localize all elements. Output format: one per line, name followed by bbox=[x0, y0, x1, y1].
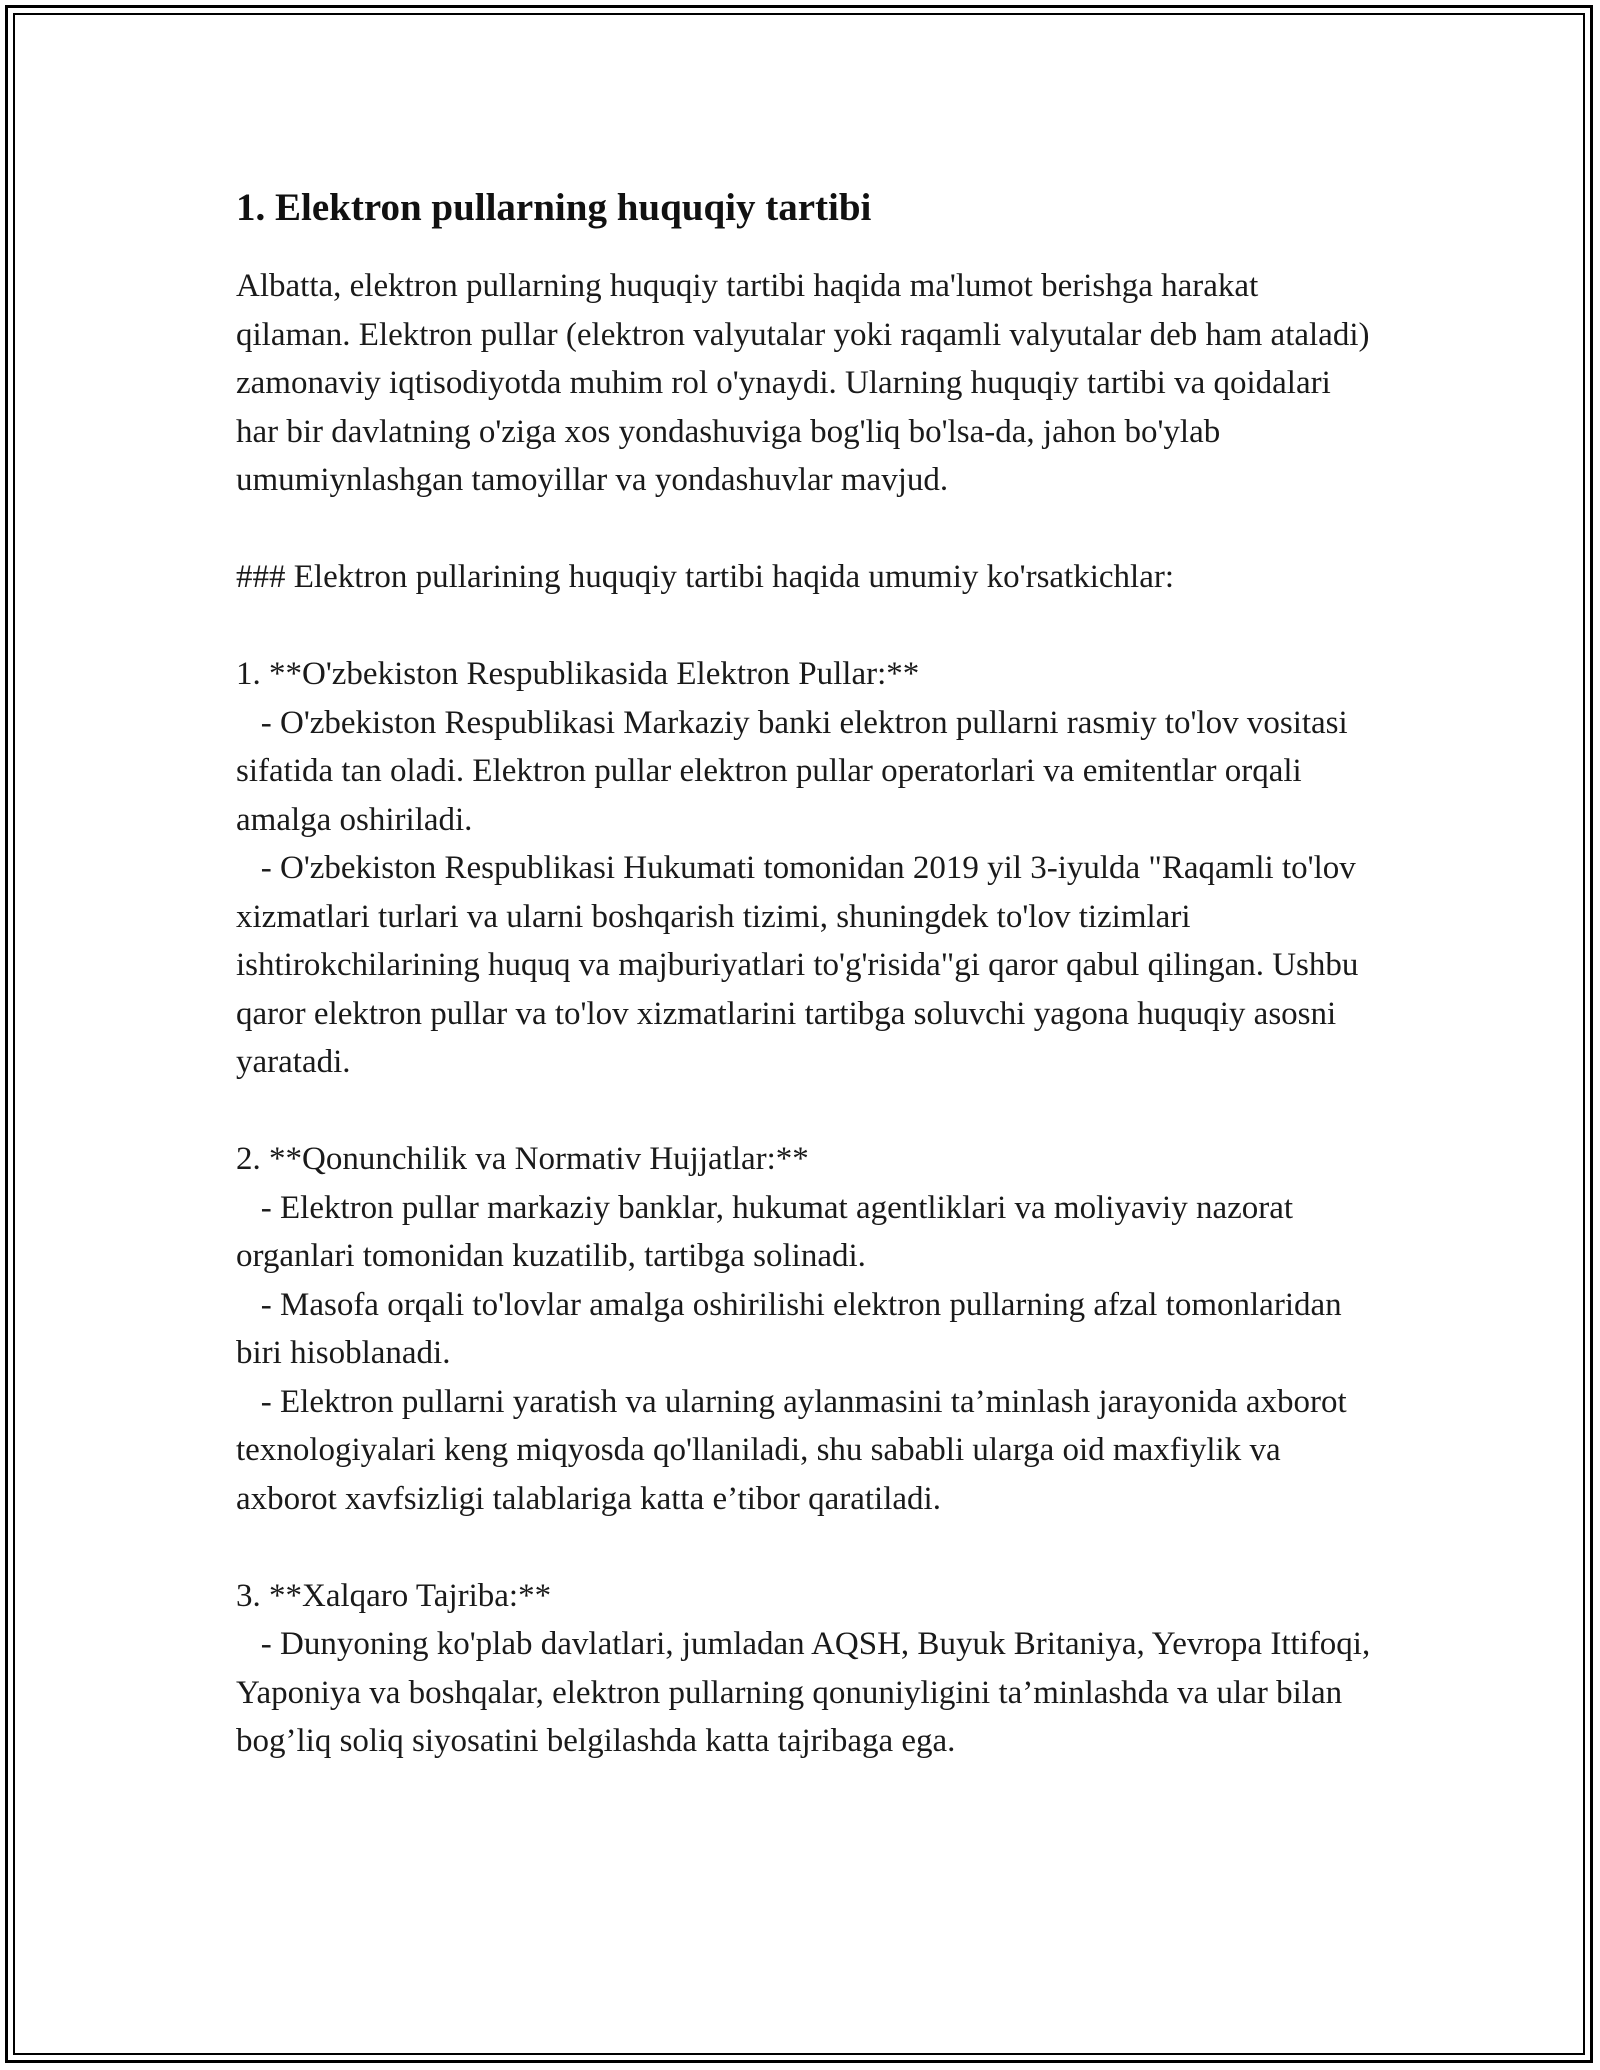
subheading-line: ### Elektron pullarining huquqiy tartibi haqida umumiy ko'rsatkichlar: bbox=[236, 559, 1175, 595]
section-item: - Dunyoning ko'plab davlatlari, jumladan AQSH, Buyuk Britaniya, Yevropa Ittifoqi, Yaponiya va boshqalar, elektron pullarning qonuniyligini ta’minlashda va ular bilan bog’liq soliq siyosatini belgilashda katta tajribaga ega. bbox=[236, 1626, 1378, 1759]
section-title: 1. **O'zbekiston Respublikasida Elektron Pullar:** bbox=[236, 656, 920, 692]
paragraph-gap bbox=[236, 602, 1376, 651]
section-item: - O'zbekiston Respublikasi Markaziy banki elektron pullarni rasmiy to'lov vositasi sifatida tan oladi. Elektron pullar elektron pullar operatorlari va emitentlar orqali amalga oshiriladi. bbox=[236, 704, 1356, 838]
intro-paragraph: Albatta, elektron pullarning huquqiy tartibi haqida ma'lumot berishga harakat qilaman. Elektron pullar (elektron valyutalar yoki raqamli valyutalar deb ham ataladi) zamonaviy iqtisodiyotda muhim rol o'ynaydi. Ularning huquqiy tartibi va qoidalari har bir davlatning o'ziga xos yondashuviga bog'liq bo'lsa-da, jahon bo'ylab umumiynlashgan tamoyillar va yondashuvlar mavjud. bbox=[236, 268, 1378, 498]
section-item: - Elektron pullarni yaratish va ularning aylanmasini ta’minlash jarayonida axborot texnologiyalari keng miqyosda qo'llaniladi, shu sababli ularga oid maxfiylik va axborot xavfsizligi talablariga katta e’tibor qaratiladi. bbox=[236, 1383, 1355, 1517]
paragraph-gap bbox=[236, 1523, 1376, 1572]
section-title: 2. **Qonunchilik va Normativ Hujjatlar:** bbox=[236, 1141, 809, 1177]
section-3 bbox=[236, 1572, 1376, 1766]
document-body bbox=[236, 184, 1376, 1766]
section-2 bbox=[236, 1135, 1376, 1523]
section-title: 3. **Xalqaro Tajriba:** bbox=[236, 1577, 552, 1614]
section-item: - Elektron pullar markaziy banklar, hukumat agentliklari va moliyaviy nazorat organlari tomonidan kuzatilib, tartibga solinadi. bbox=[236, 1189, 1302, 1274]
section-item: - O'zbekiston Respublikasi Hukumati tomonidan 2019 yil 3-iyulda "Raqamli to'lov xizmatlari turlari va ularni boshqarish tizimi, shuningdek to'lov tizimlari ishtirokchilarining huquq va majburiyatlari to'g'risida"gi qaror qabul qilingan. Ushbu qaror elektron pullar va to'lov xizmatlarini tartibga soluvchi yagona huquqiy asosni yaratadi. bbox=[236, 850, 1367, 1080]
paragraph-gap bbox=[236, 1087, 1376, 1136]
section-item: - Masofa orqali to'lovlar amalga oshirilishi elektron pullarning afzal tomonlaridan biri hisoblanadi. bbox=[236, 1286, 1350, 1371]
document-heading: 1. Elektron pullarning huquqiy tartibi bbox=[236, 186, 872, 229]
paragraph-gap bbox=[236, 505, 1376, 554]
section-1 bbox=[236, 650, 1376, 1087]
